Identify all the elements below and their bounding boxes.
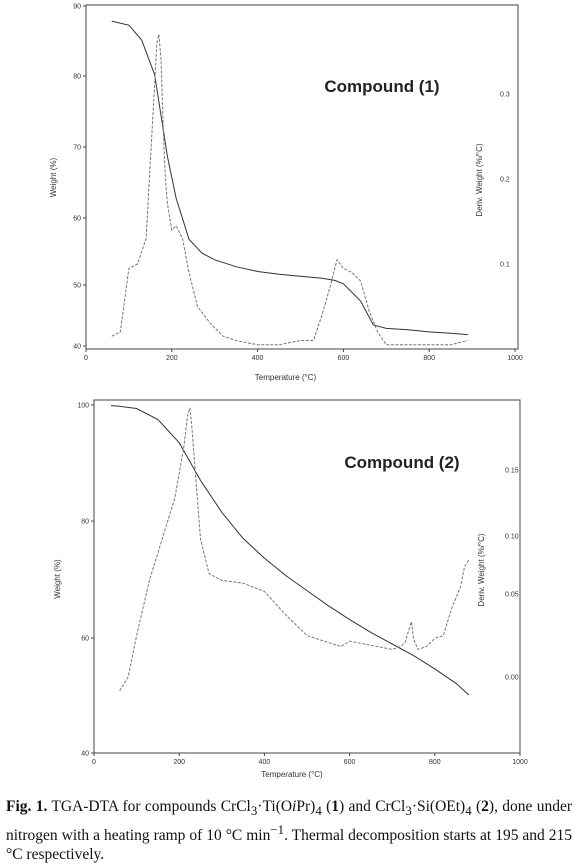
y-tick-label: 80 <box>81 518 89 526</box>
y2-tick-label: 0.10 <box>505 533 519 541</box>
y-tick-label: 80 <box>73 73 81 81</box>
y-tick-label: 40 <box>73 343 81 351</box>
caption-text-6: ·Si(OEt) <box>411 798 466 815</box>
caption-text-7: ( <box>475 798 482 815</box>
y-axis-label: Weight (%) <box>49 157 58 198</box>
caption-text-8: ), done under nitrogen with a heating ramp of 10 °C min <box>6 798 573 845</box>
caption-sub: 4 <box>465 803 472 819</box>
caption-text-2: ·Ti(O <box>257 798 293 815</box>
x-tick-label: 1000 <box>512 759 528 766</box>
caption-text-9: . Thermal decomposition starts at 195 and 215 °C respectively. <box>6 827 573 864</box>
plot-frame <box>86 5 518 349</box>
x-axis-label: Temperature (°C) <box>254 373 317 382</box>
caption-text-4: ( <box>326 798 332 815</box>
x-axis-label: Temperature (°C) <box>261 770 323 779</box>
caption-compound-number: 2 <box>481 798 489 815</box>
caption-compound-number: 1 <box>331 798 340 815</box>
caption-sub: 3 <box>250 803 258 819</box>
dtg-derivative-line <box>120 408 469 691</box>
x-tick-label: 200 <box>173 759 186 766</box>
tga-weight-line <box>111 406 469 695</box>
y-tick-label: 40 <box>81 750 89 758</box>
caption-text-5: ) and CrCl <box>339 798 406 815</box>
y2-axis-label: Deriv. Weight (%/°C) <box>477 533 486 607</box>
caption-sub: 4 <box>315 803 322 819</box>
y-tick-label: 50 <box>73 282 81 290</box>
y2-tick-label: 0.1 <box>500 261 510 269</box>
y2-tick-label: 0.05 <box>505 591 519 599</box>
caption-text-3: Pr) <box>296 798 316 815</box>
caption-sup: −1 <box>270 822 285 838</box>
y-axis-label: Weight (%) <box>53 559 62 599</box>
y-tick-label: 90 <box>73 3 81 11</box>
x-tick-label: 800 <box>423 355 436 362</box>
x-tick-label: 800 <box>428 759 441 766</box>
caption-sub: 3 <box>405 803 412 819</box>
x-tick-label: 400 <box>251 355 264 362</box>
x-tick-label: 600 <box>337 355 350 362</box>
caption-fig-label: Fig. 1. <box>6 798 48 815</box>
y2-tick-label: 0.00 <box>505 674 519 682</box>
y-tick-label: 70 <box>73 144 81 152</box>
y-tick-label: 100 <box>77 402 89 410</box>
y2-tick-label: 0.2 <box>500 176 510 184</box>
chart-compound-2 <box>53 400 528 779</box>
x-tick-label: 400 <box>258 759 271 766</box>
chart-title: Compound (2) <box>344 453 460 472</box>
x-tick-label: 600 <box>343 759 356 766</box>
caption-text-1: TGA-DTA for compounds CrCl <box>51 798 251 815</box>
tga-weight-line <box>112 21 468 335</box>
x-tick-label: 0 <box>84 355 88 362</box>
figure-caption <box>6 797 572 864</box>
x-tick-label: 200 <box>165 355 178 362</box>
y-tick-label: 60 <box>73 215 81 223</box>
x-tick-label: 1000 <box>507 355 523 362</box>
y2-tick-label: 0.15 <box>505 467 519 475</box>
caption-italic: i <box>292 798 297 815</box>
x-tick-label: 0 <box>92 759 96 766</box>
y2-axis-label: Deriv. Weight (%/°C) <box>475 143 484 217</box>
y-tick-label: 60 <box>81 635 89 643</box>
chart-compound-1 <box>49 4 523 383</box>
y2-tick-label: 0.3 <box>500 91 510 99</box>
chart-title: Compound (1) <box>324 77 440 96</box>
